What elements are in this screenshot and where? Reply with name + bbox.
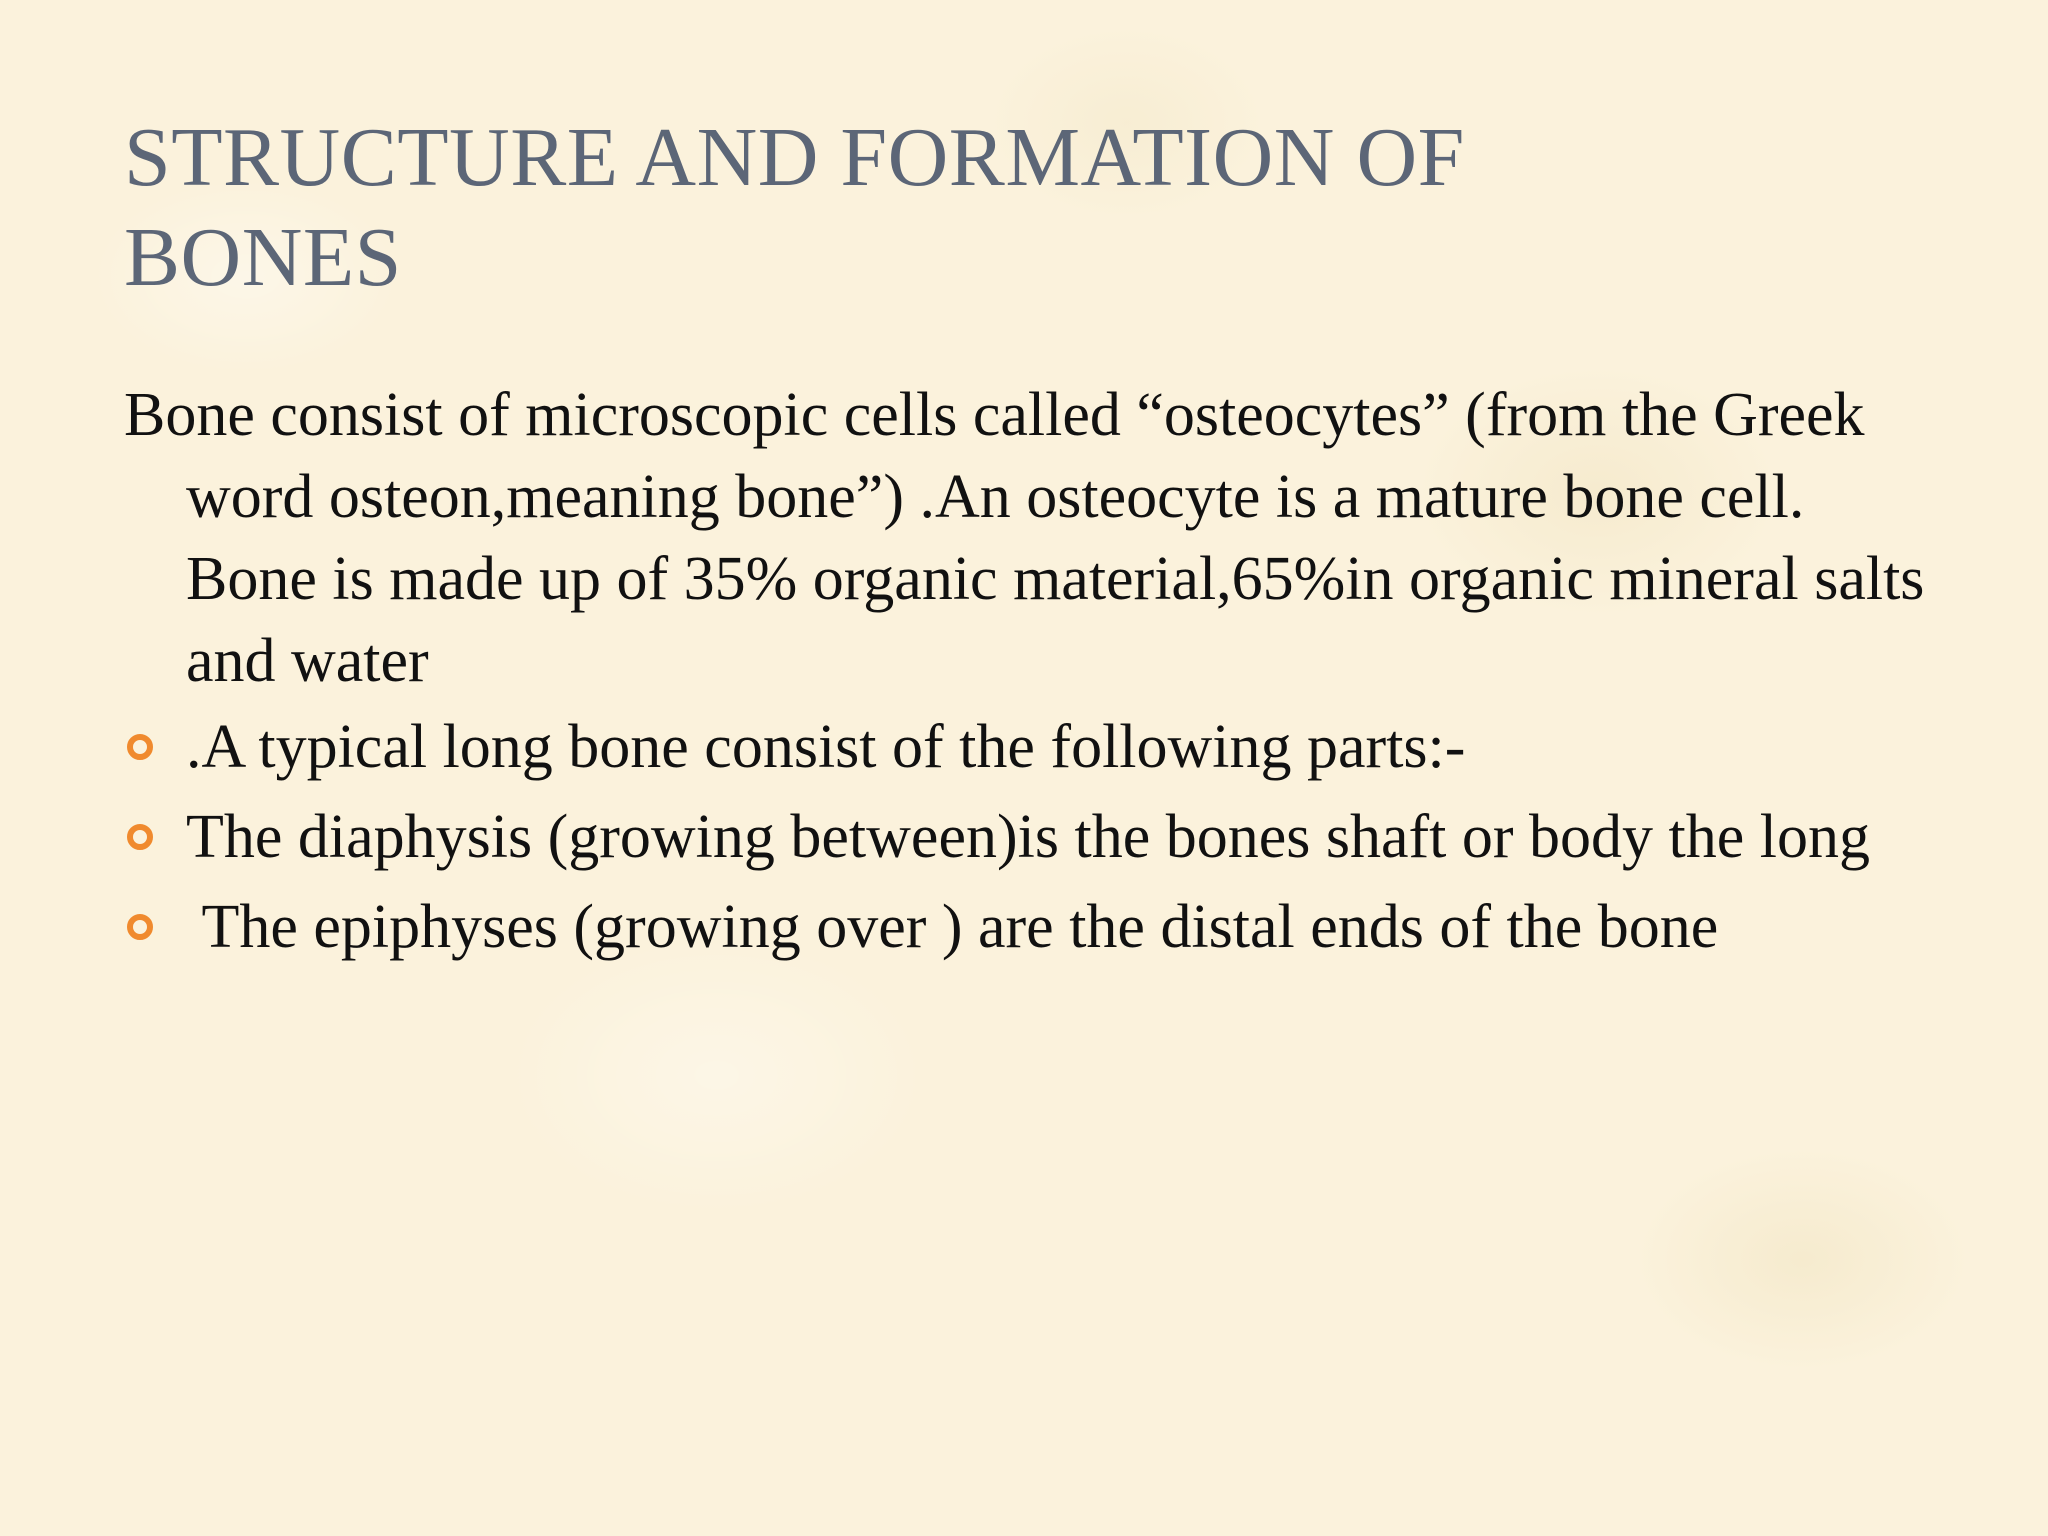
bullet-text: .A typical long bone consist of the following parts:- xyxy=(186,713,1466,781)
bullet-item xyxy=(124,886,1944,968)
slide-title-line-1: STRUCTURE AND FORMATION OF xyxy=(124,111,1465,204)
bullet-item xyxy=(124,706,1944,788)
circle-bullet-icon xyxy=(127,734,153,760)
intro-paragraph: Bone consist of microscopic cells called “osteocytes” (from the Greek word osteon,meaning bone”) .An osteocyte is a mature bone cell. Bone is made up of 35% organic material,65%in organic mineral salts and water xyxy=(124,381,1925,695)
bullet-text: The diaphysis (growing between)is the bones shaft or body the long xyxy=(186,803,1870,871)
slide-title-line-2: BONES xyxy=(124,211,402,304)
bullet-text: The epiphyses (growing over ) are the distal ends of the bone xyxy=(186,893,1719,961)
bullet-item xyxy=(124,796,1944,878)
slide-body xyxy=(124,374,1944,976)
circle-bullet-icon xyxy=(127,914,153,940)
circle-bullet-icon xyxy=(127,824,153,850)
slide-title xyxy=(124,108,1924,308)
